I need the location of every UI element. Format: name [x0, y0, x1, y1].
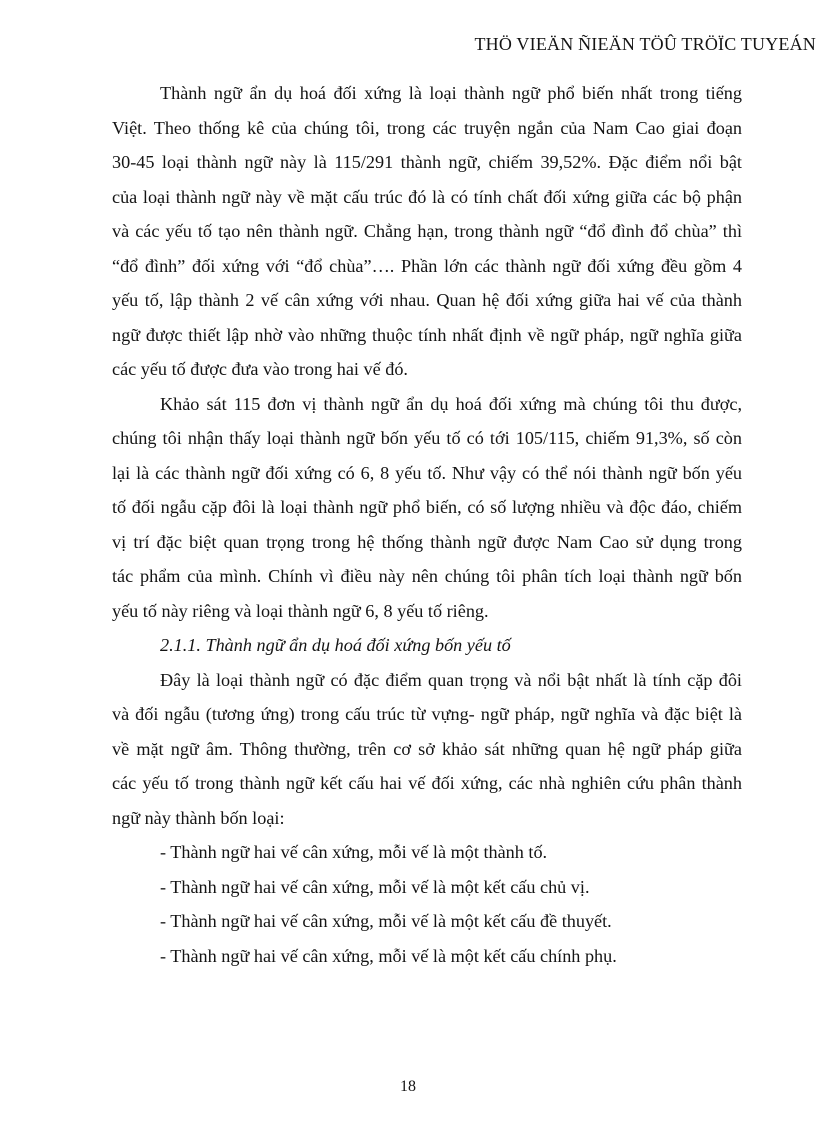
paragraph-line: vị trí đặc biệt quan trọng trong hệ thống thành ngữ được Nam Cao sử dụng trong — [112, 531, 742, 552]
paragraph-line: và đối ngẫu (tương ứng) trong cấu trúc từ vựng- ngữ pháp, ngữ nghĩa và đặc biệt là — [112, 704, 742, 724]
paragraph-line: Việt. Theo thống kê của chúng tôi, trong các truyện ngắn của Nam Cao giai đoạn — [112, 117, 742, 138]
paragraph-line: chúng tôi nhận thấy loại thành ngữ bốn yếu tố có tới 105/115, chiếm 91,3%, số còn — [112, 428, 742, 448]
paragraph-line: về mặt ngữ âm. Thông thường, trên cơ sở khảo sát những quan hệ ngữ pháp giữa — [112, 738, 742, 759]
bullet-list — [112, 835, 742, 973]
paragraph-line: Khảo sát 115 đơn vị thành ngữ ẩn dụ hoá đối xứng mà chúng tôi thu được, — [160, 393, 742, 414]
paragraph-line: yếu tố, lập thành 2 vế cân xứng với nhau. Quan hệ đối xứng giữa hai vế của thành — [112, 290, 742, 310]
paragraph-line: Đây là loại thành ngữ có đặc điểm quan trọng và nổi bật nhất là tính cặp đôi — [160, 669, 742, 690]
paragraph-line: ngữ này thành bốn loại: — [112, 807, 285, 828]
paragraph-1 — [112, 76, 742, 387]
paragraph-line: ngữ được thiết lập nhờ vào những thuộc tính nhất định về ngữ pháp, ngữ nghĩa giữa — [112, 324, 742, 345]
paragraph-line: và các yếu tố tạo nên thành ngữ. Chẳng hạn, trong thành ngữ “đổ đình đổ chùa” thì — [112, 221, 742, 241]
paragraph-3 — [112, 663, 742, 836]
paragraph-line: Thành ngữ ẩn dụ hoá đối xứng là loại thành ngữ phổ biến nhất trong tiếng — [160, 83, 742, 103]
paragraph-2 — [112, 387, 742, 629]
paragraph-line: các yếu tố trong thành ngữ kết cấu hai vế đối xứng, các nhà nghiên cứu phân thành — [112, 773, 742, 793]
document-body — [112, 76, 742, 973]
paragraph-line: của loại thành ngữ này về mặt cấu trúc đó là có tính chất đối xứng giữa các bộ phận — [112, 186, 742, 207]
page-number: 18 — [400, 1078, 416, 1095]
paragraph-line: lại là các thành ngữ đối xứng có 6, 8 yếu tố. Như vậy có thể nói thành ngữ bốn yếu — [112, 462, 742, 483]
paragraph-line: 30-45 loại thành ngữ này là 115/291 thành ngữ, chiếm 39,52%. Đặc điểm nổi bật — [112, 152, 742, 172]
section-subheading: 2.1.1. Thành ngữ ẩn dụ hoá đối xứng bốn yếu tố — [160, 635, 511, 655]
list-item: - Thành ngữ hai vế cân xứng, mỗi vế là một kết cấu chủ vị. — [160, 876, 590, 897]
list-item: - Thành ngữ hai vế cân xứng, mỗi vế là một kết cấu đề thuyết. — [160, 911, 612, 931]
paragraph-line: tác phẩm của mình. Chính vì điều này nên chúng tôi phân tích loại thành ngữ bốn — [112, 566, 742, 586]
page-header: THÖ VIEÄN ÑIEÄN TÖÛ TRÖÏC TUYEÁN — [474, 34, 816, 54]
list-item: - Thành ngữ hai vế cân xứng, mỗi vế là một kết cấu chính phụ. — [160, 945, 617, 966]
paragraph-line: yếu tố này riêng và loại thành ngữ 6, 8 yếu tố riêng. — [112, 600, 489, 621]
paragraph-line: tố đối ngẫu cặp đôi là loại thành ngữ phổ biến, có số lượng nhiều và độc đáo, chiếm — [112, 497, 742, 517]
paragraph-line: “đổ đình” đối xứng với “đổ chùa”…. Phần lớn các thành ngữ đối xứng đều gồm 4 — [112, 255, 742, 276]
list-item: - Thành ngữ hai vế cân xứng, mỗi vế là một thành tố. — [160, 842, 548, 862]
paragraph-line: các yếu tố được đưa vào trong hai vế đó. — [112, 359, 408, 379]
